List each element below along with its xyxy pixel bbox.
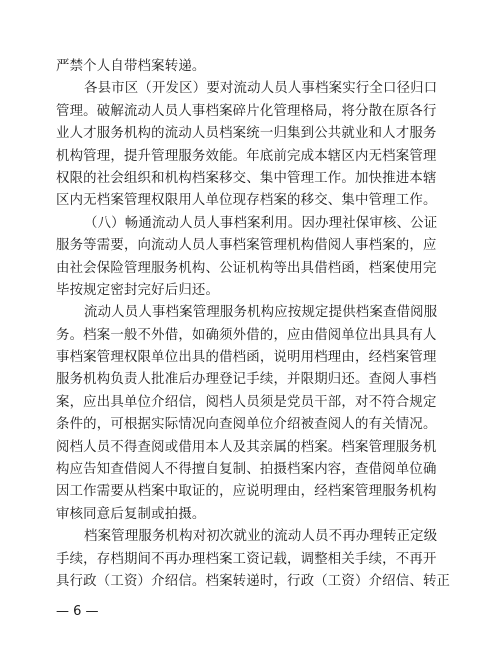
text-line: 条件的，可根据实际情况向查阅单位介绍被查阅人的有关情况。 xyxy=(56,417,437,433)
text-line: 因工作需要从档案中取证的，应说明理由，经档案管理服务机构 xyxy=(56,484,437,500)
text-line: 严禁个人自带档案转递。 xyxy=(56,59,206,74)
text-line: 事档案管理权限单位出具的借档函，说明用档理由，经档案管理 xyxy=(56,350,437,366)
text-line: （八）畅通流动人员人事档案利用。因办理社保审核、公证 xyxy=(84,215,438,231)
text-line: 毕按规定密封完好后归还。 xyxy=(56,282,220,298)
page-number: — 6 — xyxy=(56,604,99,619)
text-line: 手续，存档期间不再办理档案工资记载，调整相关手续，不再开 xyxy=(56,551,437,567)
text-line: 务。档案一般不外借，如确须外借的，应由借阅单位出具具有人 xyxy=(56,327,437,343)
text-line: 流动人员人事档案管理服务机构应按规定提供档案查借阅服 xyxy=(84,305,438,321)
text-line: 区内无档案管理权限用人单位现存档案的移交、集中管理工作。 xyxy=(56,193,437,209)
text-line: 构应告知查借阅人不得擅自复制、拍摄档案内容，查借阅单位确 xyxy=(56,462,437,478)
text-line: 档案管理服务机构对初次就业的流动人员不再办理转正定级 xyxy=(84,529,438,545)
text-line: 各县市区（开发区）要对流动人员人事档案实行全口径归口 xyxy=(84,81,438,97)
text-line: 具行政（工资）介绍信。档案转递时，行政（工资）介绍信、转正 xyxy=(56,573,451,589)
text-line: 机构管理，提升管理服务效能。年底前完成本辖区内无档案管理 xyxy=(56,148,437,164)
text-line: 服务等需要，向流动人员人事档案管理机构借阅人事档案的，应 xyxy=(56,238,437,254)
document-body xyxy=(56,56,451,593)
text-line: 管理。破解流动人员人事档案碎片化管理格局，将分散在原各行 xyxy=(56,103,437,119)
text-line: 案，应出具单位介绍信，阅档人员须是党员干部，对不符合规定 xyxy=(56,394,437,410)
text-line: 审核同意后复制或拍摄。 xyxy=(56,506,206,522)
text-line: 权限的社会组织和机构档案移交、集中管理工作。加快推进本辖 xyxy=(56,170,437,186)
text-line: 由社会保险管理服务机构、公证机构等出具借档函，档案使用完 xyxy=(56,260,437,276)
text-line: 阅档人员不得查阅或借用本人及其亲属的档案。档案管理服务机 xyxy=(56,439,437,455)
text-line: 服务机构负责人批准后办理登记手续，并限期归还。查阅人事档 xyxy=(56,372,437,388)
text-line: 业人才服务机构的流动人员档案统一归集到公共就业和人才服务 xyxy=(56,126,437,142)
